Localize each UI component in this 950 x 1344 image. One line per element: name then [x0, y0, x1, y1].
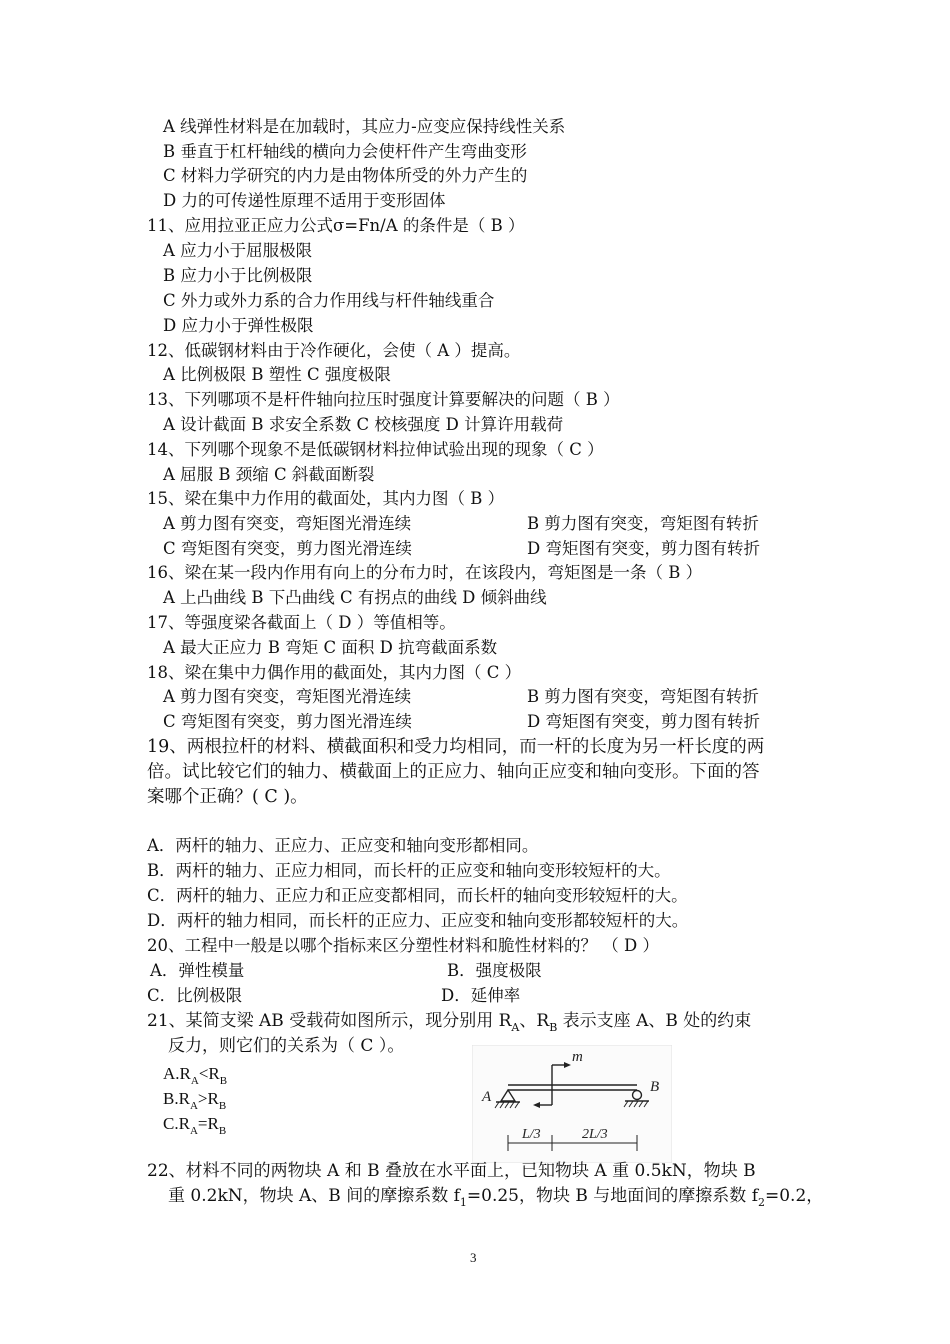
q20-option-b: B．强度极限 — [447, 961, 542, 980]
dim-right-label: 2L/3 — [582, 1127, 608, 1142]
label-a: A — [482, 1089, 492, 1105]
q20-stem: 20、工程中一般是以哪个指标来区分塑性材料和脆性材料的？ （ D ） — [147, 936, 659, 955]
q19-option-d: D．两杆的轴力相同，而长杆的正应力、正应变和轴向变形都较短杆的大。 — [147, 911, 689, 930]
q19-stem-line3: 案哪个正确？( C )。 — [147, 787, 308, 807]
q18-stem: 18、梁在集中力偶作用的截面处，其内力图（ C ） — [147, 663, 522, 682]
q18-option-a: A 剪力图有突变，弯矩图光滑连续 — [163, 687, 412, 706]
beam-diagram — [472, 1045, 672, 1163]
q15-option-c: C 弯矩图有突变，剪力图光滑连续 — [163, 539, 412, 558]
q10-option-a: A 线弹性材料是在加载时，其应力-应变应保持线性关系 — [163, 117, 566, 136]
q12-stem: 12、低碳钢材料由于冷作硬化，会使（ A ）提高。 — [147, 341, 521, 360]
q21-stem-line2: 反力，则它们的关系为（ C ）。 — [168, 1036, 405, 1056]
q14-options: A 屈服 B 颈缩 C 斜截面断裂 — [163, 465, 375, 484]
q21-option-b: $B.R_A>R_B$ — [163, 1089, 227, 1112]
q17-options: A 最大正应力 B 弯矩 C 面积 D 抗弯截面系数 — [163, 638, 498, 657]
q14-stem: 14、下列哪个现象不是低碳钢材料拉伸试验出现的现象（ C ） — [147, 440, 604, 459]
q20-option-d: D．延伸率 — [441, 986, 521, 1005]
q13-options: A 设计截面 B 求安全系数 C 校核强度 D 计算许用载荷 — [163, 415, 564, 434]
q18-option-b: B 剪力图有突变，弯矩图有转折 — [527, 687, 759, 706]
q19-stem-line1: 19、两根拉杆的材料、横截面积和受力均相同，而一杆的长度为另一杆长度的两 — [147, 737, 765, 757]
q11-stem: 11、应用拉亚正应力公式σ=Fn/A 的条件是（ B ） — [147, 216, 525, 235]
q19-option-c: C．两杆的轴力、正应力和正应变都相同，而长杆的轴向变形较短杆的大。 — [147, 886, 688, 905]
q20-option-c: C．比例极限 — [147, 986, 243, 1005]
q11-option-c: C 外力或外力系的合力作用线与杆件轴线重合 — [163, 291, 495, 310]
label-b: B — [650, 1079, 660, 1095]
q17-stem: 17、等强度梁各截面上（ D ）等值相等。 — [147, 613, 456, 632]
q15-option-d: D 弯矩图有突变，剪力图有转折 — [527, 539, 760, 558]
q15-stem: 15、梁在集中力作用的截面处，其内力图（ B ） — [147, 489, 505, 508]
q12-options: A 比例极限 B 塑性 C 强度极限 — [163, 365, 391, 384]
moment-label: m — [572, 1049, 583, 1065]
q19-option-b: B．两杆的轴力、正应力相同，而长杆的正应变和轴向变形较短杆的大。 — [147, 861, 671, 880]
q20-option-a: A．弹性模量 — [150, 961, 245, 980]
q16-stem: 16、梁在某一段内作用有向上的分布力时，在该段内，弯矩图是一条（ B ） — [147, 563, 703, 582]
q10-option-b: B 垂直于杠杆轴线的横向力会使杆件产生弯曲变形 — [163, 142, 527, 161]
q21-option-a: $A.R_A<R_B$ — [163, 1064, 228, 1087]
q19-option-a: A．两杆的轴力、正应力、正应变和轴向变形都相同。 — [147, 836, 539, 855]
q22-stem-line1: 22、材料不同的两物块 A 和 B 叠放在水平面上，已知物块 A 重 0.5kN，物块 B — [147, 1161, 756, 1181]
q15-option-a: A 剪力图有突变，弯矩图光滑连续 — [163, 514, 412, 533]
q10-option-c: C 材料力学研究的内力是由物体所受的外力产生的 — [163, 166, 528, 185]
q11-option-d: D 应力小于弹性极限 — [163, 316, 314, 335]
q22-stem-line2: 重 0.2kN，物块 A、B 间的摩擦系数 $f_1=0.25$，物块 B 与地面间的摩擦系数 $f_2=0.2$， — [168, 1186, 824, 1209]
q16-options: A 上凸曲线 B 下凸曲线 C 有拐点的曲线 D 倾斜曲线 — [163, 588, 547, 607]
page-number: 3 — [470, 1250, 477, 1265]
q15-option-b: B 剪力图有突变，弯矩图有转折 — [527, 514, 759, 533]
q18-option-d: D 弯矩图有突变，剪力图有转折 — [527, 712, 760, 731]
q13-stem: 13、下列哪项不是杆件轴向拉压时强度计算要解决的问题（ B ） — [147, 390, 620, 409]
q10-option-d: D 力的可传递性原理不适用于变形固体 — [163, 191, 446, 210]
q19-stem-line2: 倍。试比较它们的轴力、横截面上的正应力、轴向正应变和轴向变形。下面的答 — [147, 762, 760, 782]
q21-stem-line1: 21、某简支梁 AB 受载荷如图所示，现分别用 $R_A$、$R_B$ 表示支座 A、B 处的约束 — [147, 1011, 752, 1034]
dim-left-label: L/3 — [522, 1127, 541, 1142]
q11-option-b: B 应力小于比例极限 — [163, 266, 313, 285]
q11-option-a: A 应力小于屈服极限 — [163, 241, 313, 260]
q21-option-c: $C.R_A=R_B$ — [163, 1114, 227, 1137]
q18-option-c: C 弯矩图有突变，剪力图光滑连续 — [163, 712, 412, 731]
